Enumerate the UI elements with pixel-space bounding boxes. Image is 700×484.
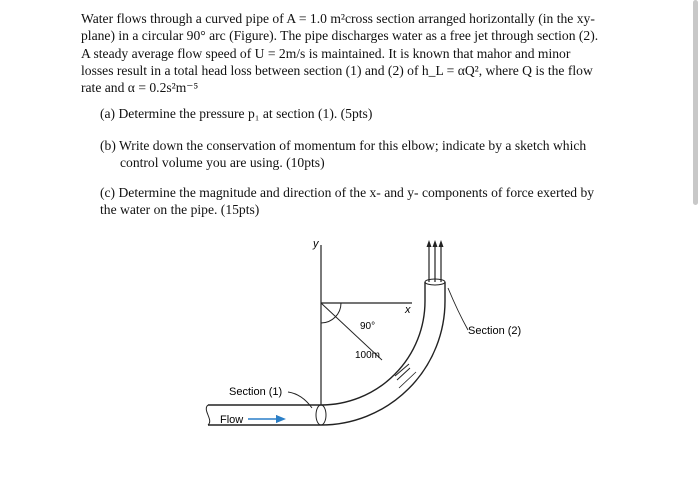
jet-arrowhead-1 (427, 240, 432, 247)
radius-label: 100m (355, 350, 381, 361)
section-2-label: Section (2) (468, 325, 522, 337)
problem-line-2: plane) in a circular 90° arc (Figure). The pipe discharges water as a free jet through section (2). (81, 28, 599, 44)
problem-line-5: rate and α = 0.2s²m⁻⁵ (81, 80, 199, 96)
problem-line-3: A steady average flow speed of U = 2m/s is maintained. It is known that mahor and minor (81, 45, 571, 61)
y-axis-label: y (313, 238, 319, 250)
section-1-ellipse (316, 405, 326, 425)
question-c-line-1: (c) Determine the magnitude and direction of the x- and y- components of force exerted by (100, 185, 595, 200)
jet-arrowhead-2 (433, 240, 438, 247)
question-a-line-1: (a) Determine the pressure p₁ at section (1). (5pts) (100, 106, 373, 121)
problem-line-4: losses result in a total head loss between section (1) and (2) of h_L = αQ², where Q is the flow (81, 62, 593, 78)
section-2-leader (448, 288, 468, 330)
section-1-label: Section (1) (229, 386, 283, 398)
flow-arrowhead-blue (276, 415, 286, 423)
pipe-break-symbol (206, 405, 209, 425)
jet-arrowhead-3 (439, 240, 444, 247)
x-axis-label: x (405, 304, 411, 316)
problem-line-1: Water flows through a curved pipe of A = 1.0 m²cross section arranged horizontally (in the xy- (81, 11, 595, 26)
bend-break-mark-2 (399, 372, 416, 388)
scrollbar[interactable] (693, 0, 698, 205)
flow-label: Flow (220, 414, 244, 426)
angle-label: 90° (360, 321, 376, 332)
question-b-line-2: control volume you are using. (10pts) (120, 155, 325, 171)
question-c-line-2: the water on the pipe. (15pts) (100, 202, 260, 218)
question-b-line-1: (b) Write down the conservation of momentum for this elbow; indicate by a sketch which (100, 138, 587, 153)
